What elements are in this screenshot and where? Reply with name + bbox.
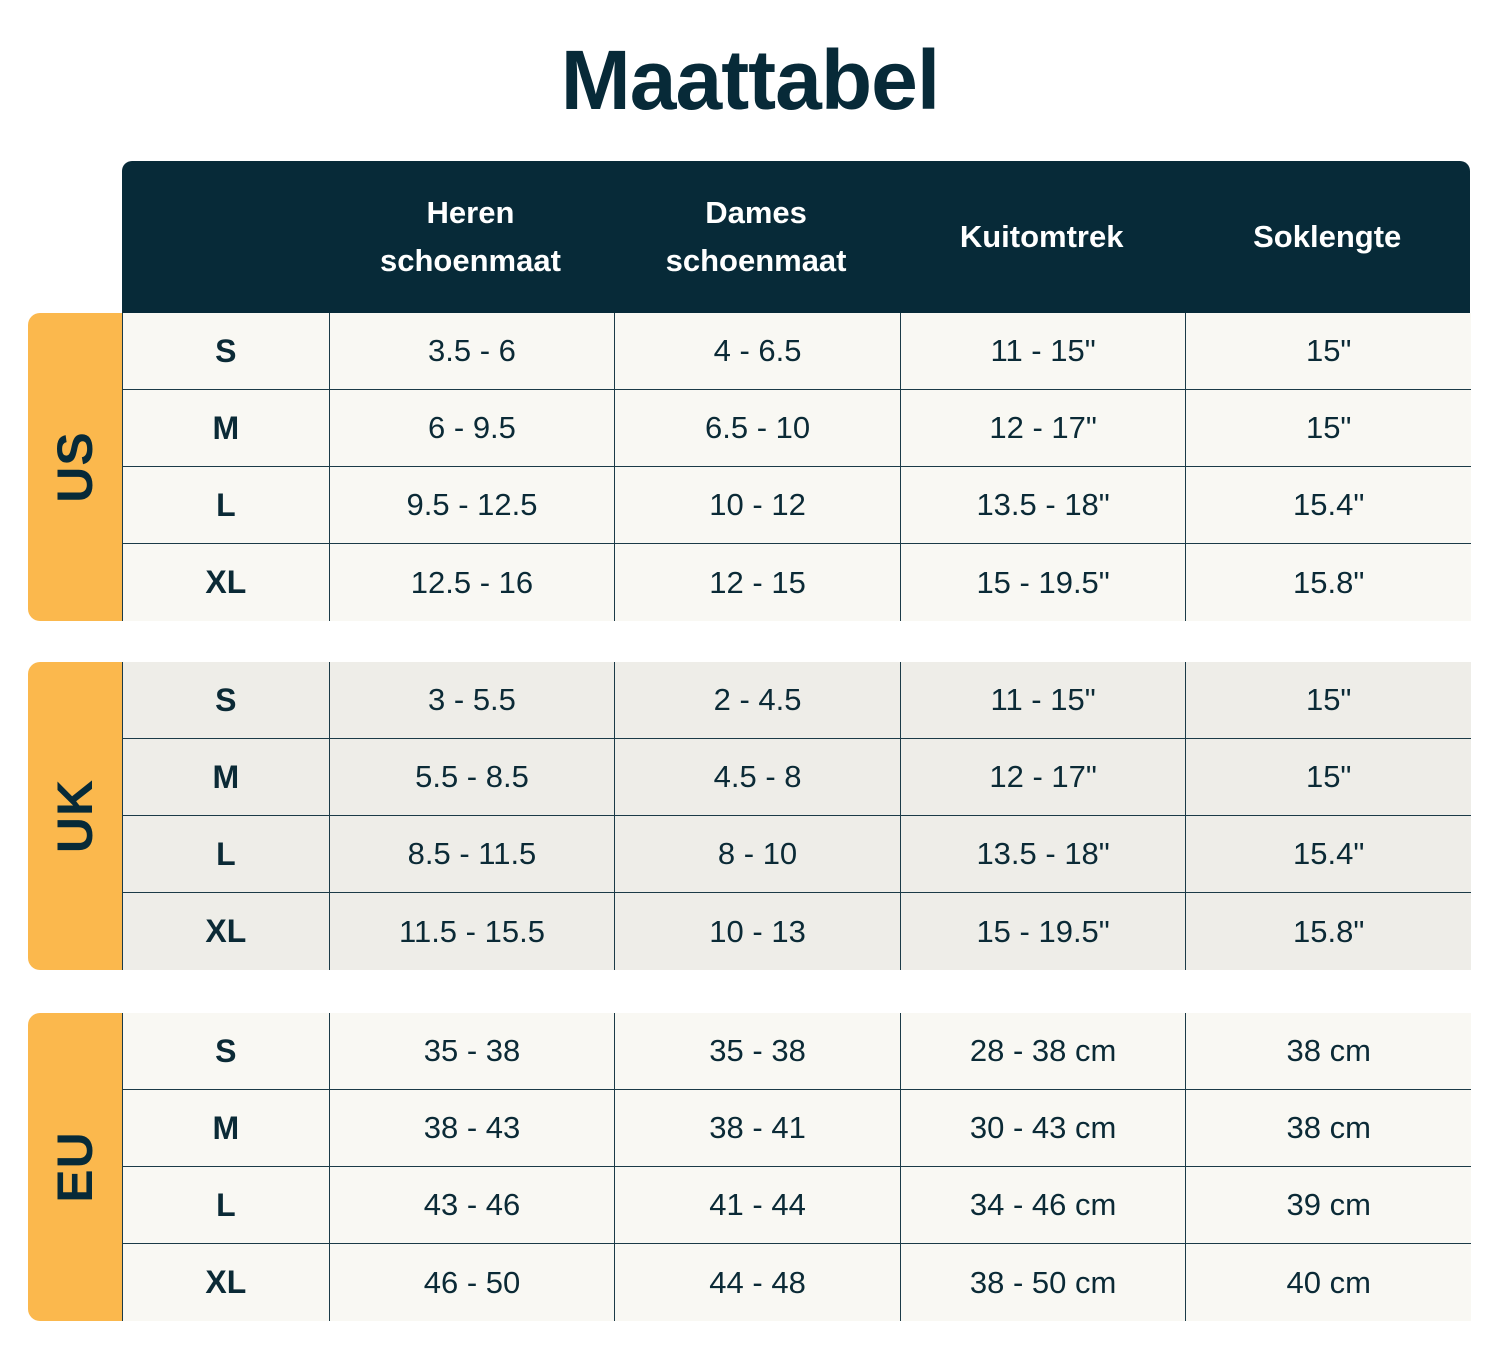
size-cell: XL [205,564,247,600]
dames-cell: 4 - 6.5 [614,313,900,389]
dames-cell: 38 - 41 [614,1090,900,1166]
table-row [123,390,1471,467]
sok-cell: 15.8" [1185,544,1471,621]
group-rows [122,662,1471,970]
region-tab-uk [28,662,123,970]
heren-cell: 43 - 46 [329,1167,615,1243]
kuit-cell: 13.5 - 18" [900,816,1186,892]
region-label: US [47,431,103,503]
sok-cell: 15" [1185,390,1471,466]
sok-cell: 38 cm [1185,1013,1471,1089]
size-cell: L [216,486,236,523]
heren-cell: 35 - 38 [329,1013,615,1089]
dames-cell: 2 - 4.5 [614,662,900,738]
dames-cell: 6.5 - 10 [614,390,900,466]
heren-cell: 38 - 43 [329,1090,615,1166]
table-row [123,544,1471,621]
table-row [123,313,1471,390]
heren-cell: 12.5 - 16 [329,544,615,621]
dames-cell: 4.5 - 8 [614,739,900,815]
size-cell: M [212,758,240,795]
heren-cell: 6 - 9.5 [329,390,615,466]
heren-cell: 9.5 - 12.5 [329,467,615,543]
page-title: Maattabel [560,33,940,127]
size-cell: XL [205,913,247,949]
region-tab-eu [28,1013,123,1321]
size-cell: XL [205,1264,247,1300]
kuit-cell: 34 - 46 cm [900,1167,1186,1243]
group-rows [122,313,1471,621]
kuit-cell: 28 - 38 cm [900,1013,1186,1089]
heren-cell: 5.5 - 8.5 [329,739,615,815]
size-cell: S [215,1032,237,1069]
heren-cell: 46 - 50 [329,1244,615,1321]
header-soklengte: Soklengte [1253,218,1402,254]
table-row [123,467,1471,544]
kuit-cell: 15 - 19.5" [900,893,1186,970]
kuit-cell: 11 - 15" [900,313,1186,389]
sok-cell: 15" [1185,662,1471,738]
dames-cell: 10 - 13 [614,893,900,970]
dames-cell: 12 - 15 [614,544,900,621]
table-header [122,161,1470,313]
table-row [123,662,1471,739]
group-rows [122,1013,1471,1321]
kuit-cell: 15 - 19.5" [900,544,1186,621]
kuit-cell: 12 - 17" [900,390,1186,466]
dames-cell: 44 - 48 [614,1244,900,1321]
size-cell: S [215,681,237,718]
table-row [123,893,1471,970]
size-cell: L [216,835,236,872]
header-dames-schoenmaat: Dames schoenmaat [665,194,847,278]
kuit-cell: 30 - 43 cm [900,1090,1186,1166]
dames-cell: 10 - 12 [614,467,900,543]
table-row [123,1244,1471,1321]
kuit-cell: 11 - 15" [900,662,1186,738]
header-kuitomtrek: Kuitomtrek [959,218,1124,254]
table-row [123,739,1471,816]
dames-cell: 35 - 38 [614,1013,900,1089]
table-row [123,1167,1471,1244]
header-empty-cell [122,161,328,313]
region-label: EU [47,1131,103,1203]
dames-cell: 41 - 44 [614,1167,900,1243]
sok-cell: 15" [1185,739,1471,815]
sok-cell: 15.8" [1185,893,1471,970]
table-row [123,1090,1471,1167]
size-cell: L [216,1186,236,1223]
region-tab-us [28,313,123,621]
heren-cell: 3 - 5.5 [329,662,615,738]
size-cell: S [215,332,237,369]
kuit-cell: 12 - 17" [900,739,1186,815]
region-label: UK [47,778,103,854]
table-row [123,1013,1471,1090]
size-cell: M [212,1109,240,1146]
sok-cell: 38 cm [1185,1090,1471,1166]
kuit-cell: 13.5 - 18" [900,467,1186,543]
sok-cell: 15.4" [1185,816,1471,892]
dames-cell: 8 - 10 [614,816,900,892]
sok-cell: 40 cm [1185,1244,1471,1321]
size-cell: M [212,409,240,446]
heren-cell: 3.5 - 6 [329,313,615,389]
sok-cell: 39 cm [1185,1167,1471,1243]
sok-cell: 15" [1185,313,1471,389]
header-heren-schoenmaat: Heren schoenmaat [380,194,561,278]
table-row [123,816,1471,893]
kuit-cell: 38 - 50 cm [900,1244,1186,1321]
sok-cell: 15.4" [1185,467,1471,543]
heren-cell: 8.5 - 11.5 [329,816,615,892]
heren-cell: 11.5 - 15.5 [329,893,615,970]
